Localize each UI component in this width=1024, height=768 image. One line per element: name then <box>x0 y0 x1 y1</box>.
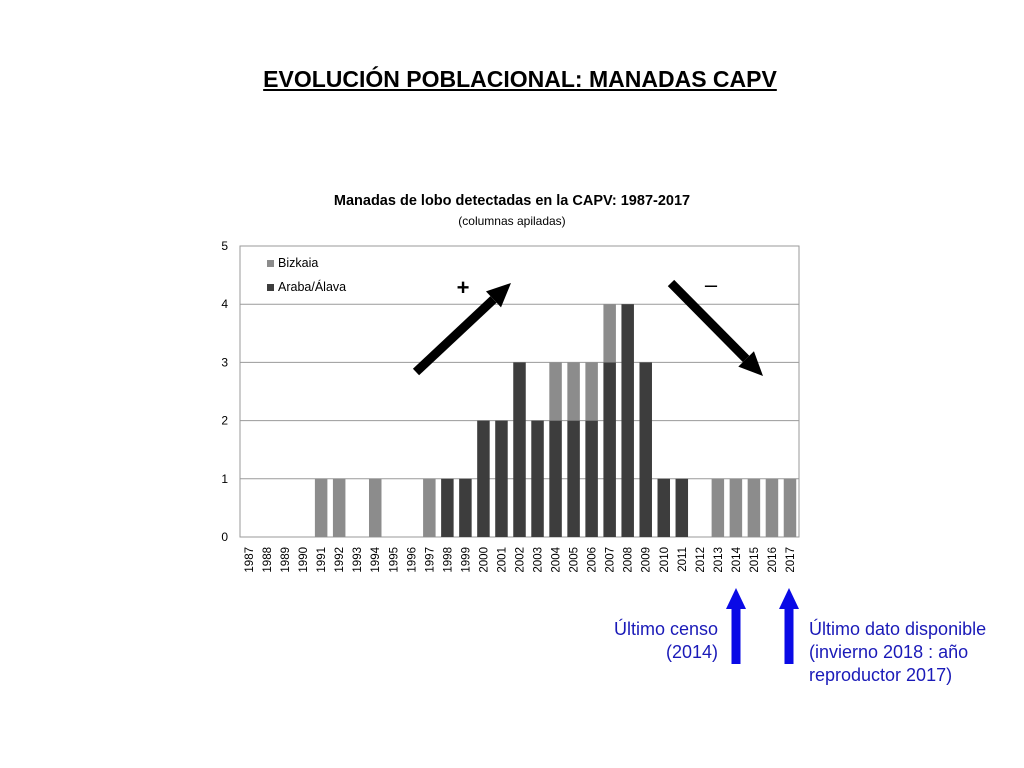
x-tick-label: 2011 <box>676 547 689 572</box>
x-tick-label: 2013 <box>712 547 725 573</box>
x-tick-label: 2010 <box>658 547 671 573</box>
note-line: Último dato disponible <box>809 619 987 639</box>
legend-label: Araba/Álava <box>278 280 347 294</box>
note-line: reproductor 2017) <box>809 665 953 685</box>
bar-segment <box>333 479 346 537</box>
note-last-census <box>540 618 718 664</box>
y-tick-label: 4 <box>221 297 228 312</box>
bar-segment <box>531 421 544 537</box>
bar-segment <box>495 421 508 537</box>
legend-label: Bizkaia <box>278 256 319 270</box>
x-tick-label: 2017 <box>784 547 797 573</box>
bar-segment <box>585 421 598 537</box>
bar-segment <box>315 479 328 537</box>
legend <box>267 256 346 294</box>
bar-segment <box>585 362 598 420</box>
bar-segment <box>676 479 689 537</box>
bar-segment <box>477 421 490 537</box>
bar-segment <box>603 362 616 537</box>
bar-segment <box>784 479 797 537</box>
bar-segment <box>459 479 472 537</box>
x-tick-label: 1994 <box>370 547 383 573</box>
legend-swatch <box>267 260 274 267</box>
census-arrow-shaft <box>732 607 741 664</box>
note-line: Último censo <box>613 619 718 639</box>
decrease-label: – <box>704 272 718 297</box>
x-tick-label: 1988 <box>262 547 275 573</box>
bar-segment <box>621 304 634 537</box>
bar-segment <box>712 479 725 537</box>
note-line: (2014) <box>665 642 718 662</box>
bar-segment <box>730 479 743 537</box>
y-tick-label: 5 <box>221 239 228 253</box>
y-tick-label: 3 <box>221 355 228 370</box>
x-tick-label: 1996 <box>406 547 419 573</box>
bar-segment <box>603 304 616 362</box>
x-tick-label: 2007 <box>604 547 617 573</box>
bar-segment <box>748 479 761 537</box>
x-tick-label: 1987 <box>244 547 257 573</box>
bar-segment <box>549 362 562 420</box>
x-tick-label: 1999 <box>460 547 473 573</box>
x-tick-label: 1989 <box>280 547 293 573</box>
chart-subtitle: (columnas apiladas) <box>458 214 566 228</box>
bar-segment <box>658 479 671 537</box>
note-last-data <box>809 618 1024 687</box>
x-tick-label: 1995 <box>388 547 401 573</box>
x-tick-label: 2006 <box>586 547 599 573</box>
bar-segment <box>369 479 382 537</box>
y-tick-label: 2 <box>221 413 228 428</box>
latest-data-arrow-head <box>779 588 799 609</box>
x-tick-label: 2015 <box>748 547 761 573</box>
bar-segment <box>766 479 779 537</box>
x-tick-label: 2014 <box>730 547 743 573</box>
x-tick-label: 2005 <box>568 547 581 573</box>
x-tick-label: 1992 <box>334 547 347 573</box>
x-tick-label: 2016 <box>766 547 779 573</box>
bar-segment <box>567 362 580 420</box>
y-tick-label: 0 <box>221 530 228 544</box>
bar-segment <box>567 421 580 537</box>
chart-title: Manadas de lobo detectadas en la CAPV: 1987-2017 <box>333 193 691 209</box>
increase-arrow-shaft <box>416 299 493 372</box>
x-tick-label: 2002 <box>514 547 527 573</box>
x-tick-label: 2003 <box>532 547 545 573</box>
x-tick-label: 1998 <box>442 547 455 573</box>
x-tick-label: 1993 <box>352 547 365 573</box>
bar-segment <box>423 479 436 537</box>
bar-segment <box>549 421 562 537</box>
x-tick-label: 2001 <box>496 547 509 573</box>
x-tick-label: 1991 <box>316 547 329 573</box>
x-tick-label: 2000 <box>478 547 491 573</box>
legend-swatch <box>267 284 274 291</box>
x-tick-label: 2008 <box>622 547 635 573</box>
bar-segment <box>441 479 454 537</box>
x-tick-label: 2009 <box>640 547 653 573</box>
x-tick-label: 2012 <box>694 547 707 573</box>
bar-segment <box>639 362 652 537</box>
y-tick-label: 1 <box>221 471 228 486</box>
bar-segment <box>513 362 526 537</box>
slide-title: EVOLUCIÓN POBLACIONAL: MANADAS CAPV <box>263 66 777 92</box>
x-tick-label: 1990 <box>298 547 311 573</box>
census-arrow-head <box>726 588 746 609</box>
x-tick-label: 1997 <box>424 547 437 573</box>
latest-data-arrow-shaft <box>785 607 794 664</box>
note-line: (invierno 2018 : año <box>809 642 969 662</box>
increase-label: + <box>456 275 470 300</box>
x-tick-label: 2004 <box>550 547 563 573</box>
